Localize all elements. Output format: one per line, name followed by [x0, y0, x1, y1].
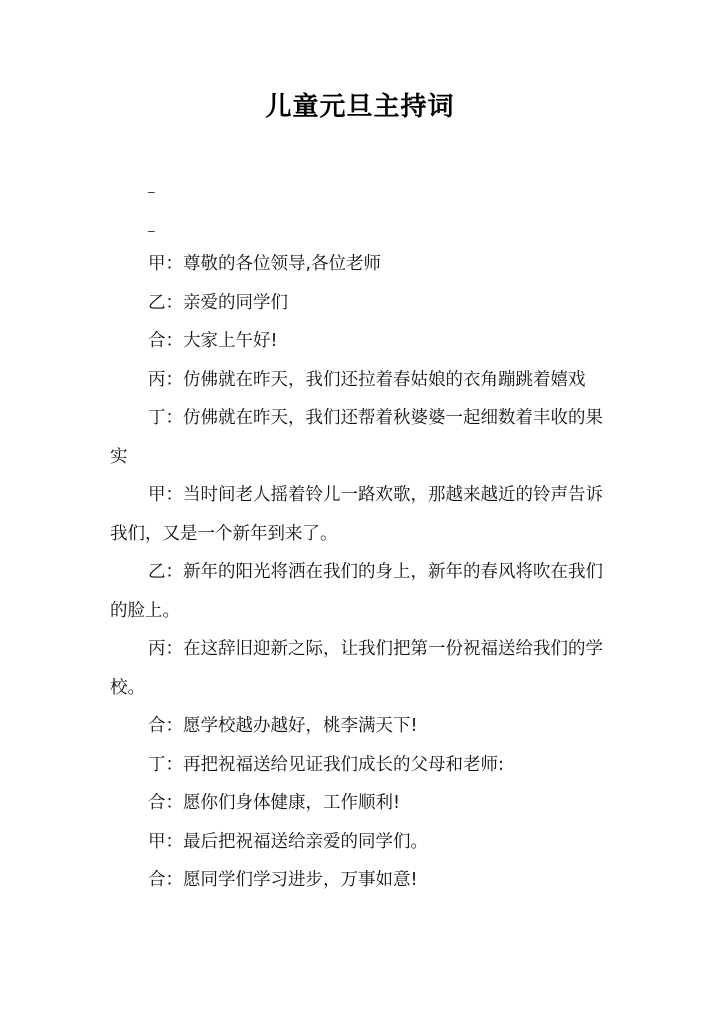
document-body	[110, 168, 614, 900]
paragraph: 合：大家上午好!	[148, 331, 278, 351]
paragraph: 丁：再把祝福送给见证我们成长的父母和老师:	[148, 754, 504, 775]
paragraph: 乙：新年的阳光将洒在我们的身上，新年的春风将吹在我们的脸上。	[110, 562, 603, 621]
dash-marker: _	[148, 179, 155, 194]
paragraph: 丁：仿佛就在昨天，我们还帮着秋婆婆一起细数着丰收的果实	[110, 408, 603, 467]
document-title: 儿童元旦主持词	[265, 92, 455, 122]
paragraph: 乙：亲爱的同学们	[148, 292, 288, 313]
dash-marker: _	[148, 217, 155, 233]
paragraph: 合：愿你们身体健康，工作顺利!	[148, 793, 401, 813]
paragraph: 丙：在这辞旧迎新之际，让我们把第一份祝福送给我们的学校。	[110, 639, 603, 698]
paragraph: 合：愿学校越办越好，桃李满天下!	[148, 716, 418, 736]
paragraph: 丙：仿佛就在昨天，我们还拉着春姑娘的衣角蹦跳着嬉戏	[148, 369, 586, 390]
paragraph: 甲：最后把祝福送给亲爱的同学们。	[148, 831, 428, 852]
paragraph: 合：愿同学们学习进步，万事如意!	[148, 870, 418, 890]
paragraph: 甲：当时间老人摇着铃儿一路欢歌，那越来越近的铃声告诉我们，又是一个新年到来了。	[110, 485, 603, 544]
paragraph: 甲：尊敬的各位领导,各位老师	[148, 254, 382, 274]
